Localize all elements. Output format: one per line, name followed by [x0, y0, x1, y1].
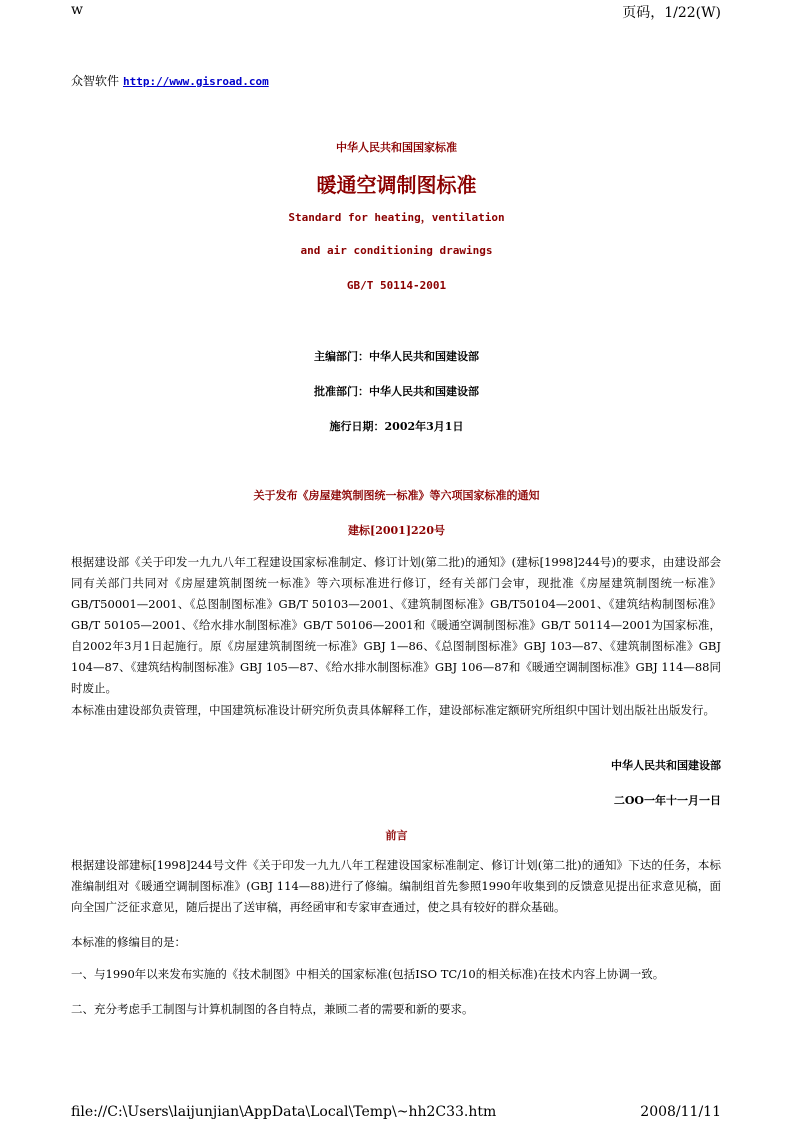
notice-number: 建标[2001]220号 [348, 524, 445, 537]
brand-name: 众智软件 [71, 74, 120, 88]
header-left: w [71, 2, 83, 18]
preface-paragraph-3: 一、与1990年以来发布实施的《技术制图》中相关的国家标准(包括ISO TC/10的相关标准)在技术内容上协调一致。 [71, 967, 665, 981]
preface-title: 前言 [385, 829, 408, 842]
standard-title: 暖通空调制图标准 [316, 173, 477, 197]
footer-date: 2008/11/11 [640, 1104, 721, 1120]
notice-signature: 中华人民共和国建设部 [611, 759, 721, 772]
approver-dept: 批准部门：中华人民共和国建设部 [314, 385, 479, 398]
editor-dept: 主编部门：中华人民共和国建设部 [314, 350, 479, 363]
notice-sign-date: 二OO一年十一月一日 [613, 794, 721, 807]
preface-paragraph-2: 本标准的修编目的是： [71, 935, 186, 949]
notice-paragraph-2: 本标准由建设部负责管理，中国建筑标准设计研究所负责具体解释工作，建设部标准定额研究所组织中国计划出版社出版发行。 [71, 703, 715, 717]
header-page-number: 页码，1/22(W) [622, 5, 721, 21]
english-title-line1: Standard for heating，ventilation [288, 211, 505, 224]
english-title-line2: and air conditioning drawings [300, 244, 493, 257]
effective-date: 施行日期：2002年3月1日 [329, 420, 464, 433]
brand-link[interactable]: http://www.gisroad.com [123, 75, 269, 88]
notice-title: 关于发布《房屋建筑制图统一标准》等六项国家标准的通知 [253, 489, 540, 502]
preface-paragraph-1: 根据建设部建标[1998]244号文件《关于印发一九九八年工程建设国家标准制定、修订计划(第二批)的通知》下达的任务，本标准编制组对《暖通空调制图标准》(GBJ 114—88)进行了修编。编制组首先参照1990年收集到的反馈意见提出征求意见稿，面向全国广泛征求意见，随后提出了送审稿，再经函审和专家审查通过，使之具有较好的群众基础。 [71, 858, 721, 914]
footer-file-path: file://C:\Users\laijunjian\AppData\Local\Temp\~hh2C33.htm [71, 1104, 497, 1120]
standard-subtitle: 中华人民共和国国家标准 [336, 141, 457, 154]
preface-paragraph-4: 二、充分考虑手工制图与计算机制图的各自特点，兼顾二者的需要和新的要求。 [71, 1002, 474, 1016]
notice-paragraph-1: 根据建设部《关于印发一九九八年工程建设国家标准制定、修订计划(第二批)的通知》(建标[1998]244号)的要求，由建设部会同有关部门共同对《房屋建筑制图统一标准》等六项标准进行修订，经有关部门会审，现批准《房屋建筑制图统一标准》GB/T50001—2001、《总图制图标准》GB/T 50103—2001、《建筑制图标准》GB/T50104—2001、《建筑结构制图标准》GB/T 50105—2001、《给水排水制图标准》GB/T 50106—2001和《暖通空调制图标准》GB/T 50114—2001为国家标准，自2002年3月1日起施行。原《房屋建筑制图统一标准》GBJ 1—86、《总图制图标准》GBJ 103—87、《建筑制图标准》GBJ 104—87、《建筑结构制图标准》GBJ 105—87、《给水排水制图标准》GBJ 106—87和《暖通空调制图标准》GBJ 114—88同时废止。 [71, 555, 721, 695]
brand-line [71, 72, 269, 89]
standard-code: GB/T 50114-2001 [346, 279, 447, 292]
